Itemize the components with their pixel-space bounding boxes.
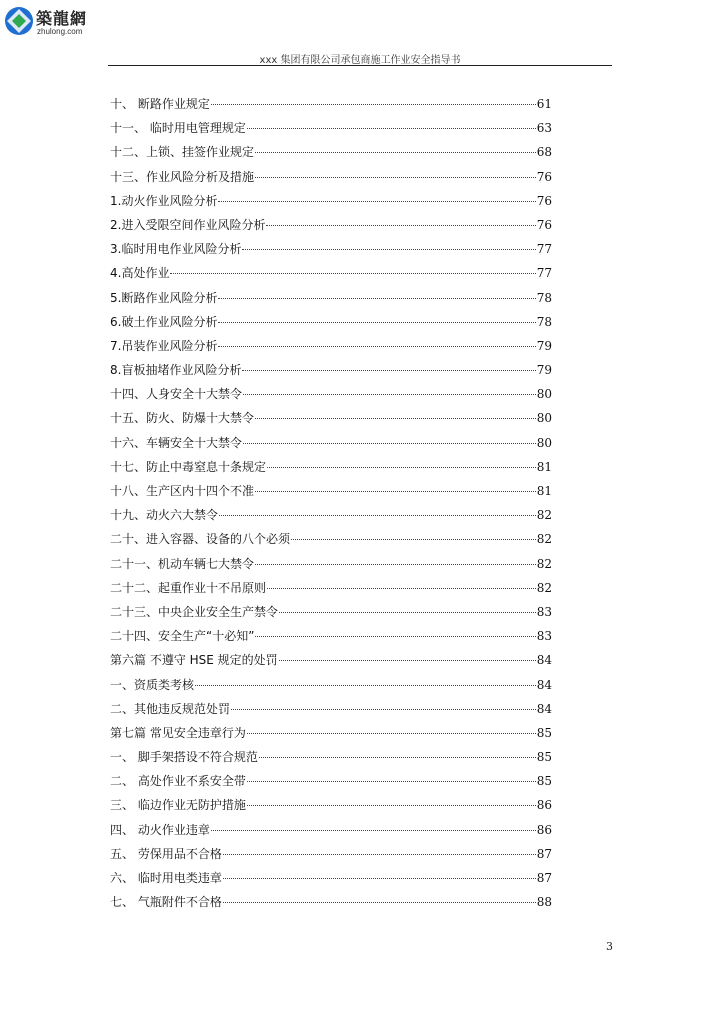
toc-dot-leader: [255, 636, 535, 637]
toc-dot-leader: [247, 781, 536, 782]
header-divider: [108, 65, 612, 66]
site-logo: [4, 6, 104, 42]
toc-dot-leader: [219, 515, 536, 516]
toc-entry[interactable]: [110, 748, 552, 772]
toc-entry-page: 88: [536, 895, 552, 910]
toc-entry[interactable]: [110, 555, 552, 579]
toc-dot-leader: [231, 709, 536, 710]
toc-entry-title: 二十二、起重作业十不吊原则: [110, 580, 267, 595]
toc-entry[interactable]: [110, 192, 552, 216]
toc-entry-page: 76: [536, 193, 552, 208]
toc-entry[interactable]: [110, 361, 552, 385]
toc-dot-leader: [279, 612, 536, 613]
toc-entry-title: 二十三、中央企业安全生产禁令: [110, 604, 279, 619]
toc-entry-title: 二、其他违反规范处罚: [110, 701, 231, 716]
toc-entry-page: 85: [536, 725, 552, 740]
logo-domain: zhulong.com: [37, 27, 83, 36]
toc-entry[interactable]: [110, 482, 552, 506]
toc-dot-leader: [266, 225, 535, 226]
toc-entry[interactable]: [110, 893, 552, 917]
toc-dot-leader: [255, 177, 536, 178]
toc-entry[interactable]: [110, 869, 552, 893]
toc-entry[interactable]: [110, 119, 552, 143]
toc-entry-title: 2.进入受限空间作业风险分析: [110, 217, 266, 232]
toc-entry-page: 84: [536, 701, 552, 716]
toc-entry-page: 82: [536, 580, 552, 595]
toc-entry-page: 83: [536, 604, 552, 619]
toc-dot-leader: [218, 201, 535, 202]
logo-name: 築龍網: [36, 9, 88, 28]
toc-entry[interactable]: [110, 700, 552, 724]
toc-entry-page: 87: [536, 871, 552, 885]
toc-entry[interactable]: [110, 603, 552, 627]
toc-entry-page: 82: [536, 508, 552, 523]
toc-dot-leader: [195, 685, 536, 686]
toc-entry-page: 77: [536, 266, 552, 281]
toc-entry-page: 83: [536, 629, 552, 644]
toc-dot-leader: [247, 733, 536, 734]
toc-entry-title: 十五、防火、防爆十大禁令: [110, 411, 255, 426]
toc-entry-page: 84: [536, 653, 552, 668]
toc-entry[interactable]: [110, 579, 552, 603]
toc-dot-leader: [247, 128, 536, 129]
toc-entry[interactable]: [110, 434, 552, 458]
toc-entry[interactable]: [110, 385, 552, 409]
toc-entry-title: 十、 断路作业规定: [110, 97, 210, 111]
toc-entry-page: 63: [536, 121, 552, 136]
toc-entry-page: 87: [536, 846, 552, 861]
toc-entry[interactable]: [110, 289, 552, 313]
toc-dot-leader: [170, 273, 535, 274]
toc-entry[interactable]: [110, 143, 552, 167]
toc-dot-leader: [259, 757, 536, 758]
toc-entry-title: 二十一、机动车辆七大禁令: [110, 556, 255, 571]
toc-entry-page: 78: [536, 290, 552, 305]
toc-entry-title: 十三、作业风险分析及措施: [110, 169, 255, 184]
toc-dot-leader: [242, 249, 535, 250]
toc-entry-page: 81: [536, 459, 552, 474]
toc-dot-leader: [247, 805, 536, 806]
toc-entry-title: 一、资质类考核: [110, 677, 195, 692]
toc-entry-title: 二、 高处作业不系安全带: [110, 774, 246, 789]
toc-entry-page: 79: [536, 363, 552, 378]
toc-entry-page: 81: [536, 484, 552, 498]
toc-entry-title: 三、 临边作业无防护措施: [110, 798, 246, 813]
table-of-contents: [110, 95, 552, 917]
toc-dot-leader: [255, 152, 536, 153]
toc-entry-page: 80: [536, 411, 552, 426]
toc-entry[interactable]: [110, 409, 552, 433]
toc-entry[interactable]: [110, 724, 552, 748]
toc-entry-title: 二十四、安全生产“十必知”: [110, 629, 255, 644]
toc-dot-leader: [211, 830, 536, 831]
toc-dot-leader: [291, 539, 536, 540]
toc-entry-page: 77: [536, 242, 552, 257]
toc-entry-title: 5.断路作业风险分析: [110, 290, 218, 305]
document-header-title: xxx 集团有限公司承包商施工作业安全指导书: [259, 55, 461, 66]
toc-entry-title: 一、 脚手架搭设不符合规范: [110, 750, 258, 765]
toc-entry-title: 1.动火作业风险分析: [110, 193, 218, 208]
toc-entry[interactable]: [110, 168, 552, 192]
toc-entry[interactable]: [110, 845, 552, 869]
toc-entry[interactable]: [110, 264, 552, 288]
toc-entry-title: 十四、人身安全十大禁令: [110, 387, 243, 402]
toc-entry-title: 十九、动火六大禁令: [110, 508, 219, 523]
toc-entry-title: 8.盲板抽堵作业风险分析: [110, 363, 242, 378]
toc-entry[interactable]: [110, 676, 552, 700]
toc-entry-page: 86: [536, 822, 552, 837]
toc-entry-title: 7.吊装作业风险分析: [110, 338, 218, 353]
toc-entry-page: 85: [536, 750, 552, 765]
toc-entry[interactable]: [110, 240, 552, 264]
toc-entry[interactable]: [110, 651, 552, 675]
toc-entry-title: 4.高处作业: [110, 266, 170, 281]
toc-entry[interactable]: [110, 796, 552, 820]
toc-entry[interactable]: [110, 95, 552, 119]
toc-entry-title: 四、 动火作业违章: [110, 822, 210, 837]
toc-dot-leader: [243, 443, 536, 444]
toc-entry-title: 五、 劳保用品不合格: [110, 846, 222, 861]
toc-dot-leader: [223, 878, 536, 879]
toc-dot-leader: [218, 346, 535, 347]
toc-entry-page: 86: [536, 798, 552, 813]
toc-entry-title: 第六篇 不遵守 HSE 规定的处罚: [110, 653, 278, 668]
toc-entry-page: 85: [536, 774, 552, 789]
toc-entry[interactable]: [110, 530, 552, 554]
toc-dot-leader: [267, 588, 536, 589]
toc-entry-title: 第七篇 常见安全违章行为: [110, 725, 246, 740]
toc-entry-title: 十一、 临时用电管理规定: [110, 121, 246, 136]
page-number: 3: [606, 940, 613, 953]
toc-entry-page: 82: [536, 532, 552, 547]
toc-dot-leader: [255, 491, 536, 492]
toc-dot-leader: [279, 660, 536, 661]
toc-entry-page: 76: [536, 217, 552, 232]
toc-entry-title: 十七、防止中毒窒息十条规定: [110, 459, 267, 474]
toc-entry-page: 82: [536, 556, 552, 571]
toc-entry-page: 76: [536, 169, 552, 184]
toc-entry-title: 七、 气瓶附件不合格: [110, 895, 222, 910]
toc-entry-title: 6.破土作业风险分析: [110, 314, 218, 329]
toc-entry-page: 80: [536, 435, 552, 450]
toc-entry-title: 六、 临时用电类违章: [110, 871, 222, 885]
toc-dot-leader: [255, 564, 536, 565]
toc-entry-page: 61: [536, 97, 552, 111]
toc-dot-leader: [218, 322, 535, 323]
toc-entry-page: 79: [536, 338, 552, 353]
toc-entry[interactable]: [110, 458, 552, 482]
toc-dot-leader: [243, 394, 536, 395]
toc-entry[interactable]: [110, 627, 552, 651]
toc-dot-leader: [267, 467, 536, 468]
toc-entry-title: 十二、上锁、挂签作业规定: [110, 145, 255, 160]
toc-dot-leader: [223, 902, 536, 903]
toc-dot-leader: [218, 298, 535, 299]
toc-entry-page: 84: [536, 677, 552, 692]
toc-entry-title: 二十、进入容器、设备的八个必须: [110, 532, 291, 547]
toc-entry-title: 3.临时用电作业风险分析: [110, 242, 242, 257]
toc-entry[interactable]: [110, 506, 552, 530]
toc-entry-title: 十八、生产区内十四个不准: [110, 484, 255, 498]
toc-dot-leader: [255, 418, 536, 419]
toc-entry[interactable]: [110, 216, 552, 240]
zhulong-logo-icon: [4, 6, 34, 36]
toc-dot-leader: [211, 104, 536, 105]
toc-entry[interactable]: [110, 821, 552, 845]
toc-entry-page: 80: [536, 387, 552, 402]
toc-dot-leader: [242, 370, 535, 371]
toc-entry[interactable]: [110, 772, 552, 796]
toc-entry-page: 68: [536, 145, 552, 160]
toc-entry-page: 78: [536, 314, 552, 329]
toc-entry[interactable]: [110, 337, 552, 361]
toc-entry-title: 十六、车辆安全十大禁令: [110, 435, 243, 450]
toc-entry[interactable]: [110, 313, 552, 337]
toc-dot-leader: [223, 854, 536, 855]
